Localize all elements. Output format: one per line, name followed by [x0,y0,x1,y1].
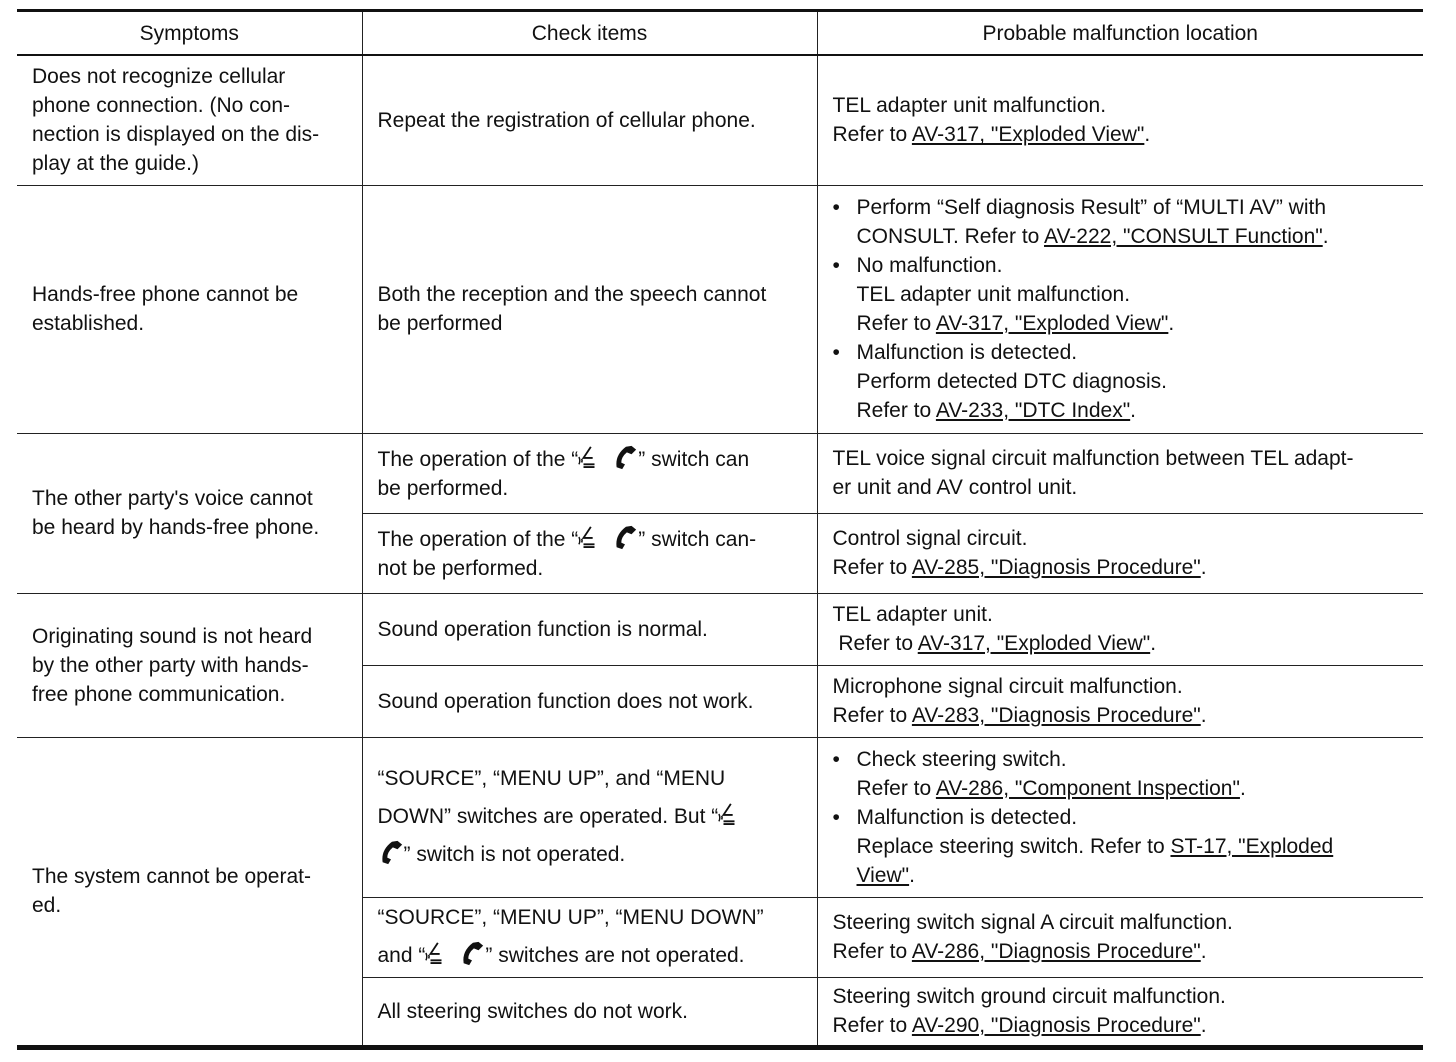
table-row [17,185,1423,433]
phone-handset-icon [459,940,485,966]
location-cell: Steering switch signal A circuit malfunction. Refer to AV-286, "Diagnosis Procedure". [817,897,1423,977]
table-row [17,737,1423,897]
list-item: • Malfunction is detected. Perform detected DTC diagnosis. Refer to AV-233, "DTC Index". [833,338,1409,425]
check-cell: “SOURCE”, “MENU UP”, and “MENU DOWN” switches are operated. But “ ” switch is not operated. [362,737,817,897]
voice-recognition-icon [718,801,740,827]
symptom-cell: Hands-free phone cannot be established. [17,185,362,433]
location-cell: TEL voice signal circuit malfunction between TEL adapt- er unit and AV control unit. [817,433,1423,513]
header-check-items: Check items [362,11,817,56]
symptom-cell: The system cannot be operat- ed. [17,737,362,1047]
location-cell [817,185,1423,433]
symptom-cell: Originating sound is not heard by the other party with hands- free phone communication. [17,593,362,737]
phone-handset-icon [612,524,638,550]
list-item: • No malfunction. TEL adapter unit malfunction. Refer to AV-317, "Exploded View". [833,251,1409,338]
table-row [17,593,1423,665]
list-item: • Perform “Self diagnosis Result” of “MULTI AV” with CONSULT. Refer to AV-222, "CONSULT Function". [833,193,1409,251]
reference-link[interactable]: AV-222, "CONSULT Function" [1044,225,1323,248]
bullet-list [833,745,1409,890]
check-cell: Repeat the registration of cellular phone. [362,55,817,185]
location-cell: Steering switch ground circuit malfunction. Refer to AV-290, "Diagnosis Procedure". [817,977,1423,1047]
location-cell [817,737,1423,897]
check-cell: Both the reception and the speech cannot be performed [362,185,817,433]
reference-link[interactable]: AV-283, "Diagnosis Procedure" [911,704,1201,727]
bullet-list [833,193,1409,425]
reference-link[interactable]: AV-233, "DTC Index" [935,399,1131,422]
header-symptoms: Symptoms [17,11,362,56]
check-cell: All steering switches do not work. [362,977,817,1047]
reference-link[interactable]: AV-317, "Exploded View" [911,123,1145,147]
check-cell: Sound operation function does not work. [362,665,817,737]
check-cell: Sound operation function is normal. [362,593,817,665]
location-cell: Control signal circuit. Refer to AV-285, "Diagnosis Procedure". [817,513,1423,593]
check-cell: The operation of the “ ” switch can- not be performed. [362,513,817,593]
header-row [17,11,1423,56]
diagnosis-table [17,9,1423,1050]
voice-recognition-icon [425,940,447,966]
reference-link[interactable]: AV-317, "Exploded View" [917,632,1151,655]
table-row [17,433,1423,513]
reference-link[interactable]: AV-286, "Diagnosis Procedure" [911,940,1201,963]
phone-handset-icon [378,839,404,865]
symptom-cell: Does not recognize cellular phone connection. (No con- nection is displayed on the dis- play at the guide.) [17,55,362,185]
voice-recognition-icon [578,524,600,550]
list-item: • Malfunction is detected. Replace steering switch. Refer to ST-17, "Exploded View". [833,803,1409,890]
reference-link[interactable]: AV-286, "Component Inspection" [935,776,1240,800]
reference-link[interactable]: AV-290, "Diagnosis Procedure" [911,1014,1201,1037]
reference-link[interactable]: AV-285, "Diagnosis Procedure" [911,556,1201,579]
reference-link[interactable]: AV-317, "Exploded View" [935,312,1169,335]
location-cell: Microphone signal circuit malfunction. Refer to AV-283, "Diagnosis Procedure". [817,665,1423,737]
header-probable-location: Probable malfunction location [817,11,1423,56]
symptom-cell: The other party's voice cannot be heard by hands-free phone. [17,433,362,593]
reference-link[interactable]: ST-17, "Exploded [1170,834,1334,858]
list-item: • Check steering switch. Refer to AV-286, "Component Inspection". [833,745,1409,803]
table-row [17,55,1423,185]
check-cell: The operation of the “ ” switch can be performed. [362,433,817,513]
voice-recognition-icon [578,444,600,470]
location-cell: TEL adapter unit malfunction. Refer to AV-317, "Exploded View". [817,55,1423,185]
reference-link[interactable]: View" [856,863,910,887]
location-cell: TEL adapter unit. Refer to AV-317, "Exploded View". [817,593,1423,665]
phone-handset-icon [612,444,638,470]
check-cell: “SOURCE”, “MENU UP”, “MENU DOWN” and “ ” switches are not operated. [362,897,817,977]
